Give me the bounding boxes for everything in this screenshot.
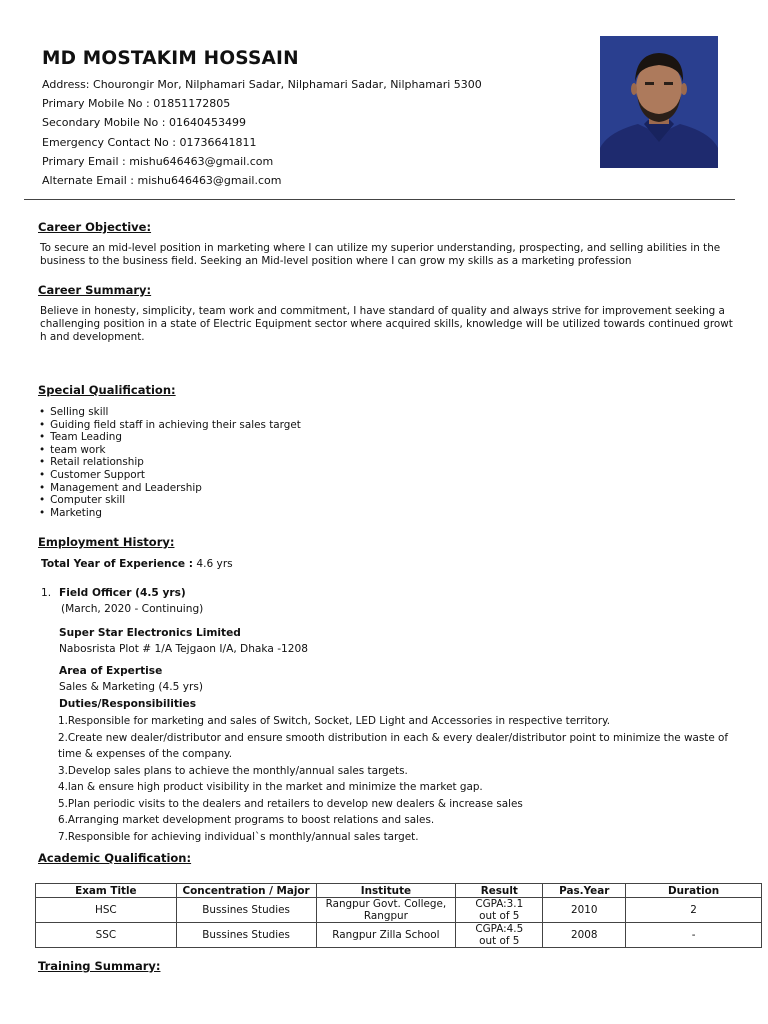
company-name: Super Star Electronics Limited <box>59 627 241 639</box>
header-divider <box>24 199 735 200</box>
column-header: Exam Title <box>36 884 177 898</box>
table-cell: Bussines Studies <box>176 898 316 923</box>
column-header: Pas.Year <box>543 884 626 898</box>
table-cell: 2010 <box>543 898 626 923</box>
career-objective-text: To secure an mid-level position in marketing where I can utilize my superior understanding, prospecting, and selling abilities in the business to the business field. Seeking an Mid-level position where I can grow my skills as a marketing profession <box>40 242 721 267</box>
job-period: (March, 2020 - Continuing) <box>61 603 204 615</box>
table-cell: HSC <box>36 898 177 923</box>
academic-qualification-heading: Academic Qualification: <box>38 851 192 865</box>
list-item: • Computer skill <box>39 494 301 507</box>
total-experience-label: Total Year of Experience : <box>41 558 193 570</box>
job-title: Field Officer (4.5 yrs) <box>59 587 186 599</box>
table-row <box>36 898 762 923</box>
table-cell: 2008 <box>543 923 626 948</box>
list-item: • Guiding field staff in achieving their sales target <box>39 419 301 432</box>
table-cell: CGPA:3.1 out of 5 <box>456 898 543 923</box>
company-address: Nabosrista Plot # 1/A Tejgaon I/A, Dhaka -1208 <box>59 643 309 655</box>
table-cell: Rangpur Govt. College, Rangpur <box>316 898 456 923</box>
list-item: • Management and Leadership <box>39 482 301 495</box>
column-header: Concentration / Major <box>176 884 316 898</box>
table-cell: - <box>626 923 762 948</box>
candidate-name: MD MOSTAKIM HOSSAIN <box>42 48 299 69</box>
duty-item: 2.Create new dealer/distributor and ensure smooth distribution in each & every dealer/distributor point to minimize the waste of time & expenses of the company. <box>58 731 729 760</box>
list-item: • Customer Support <box>39 469 301 482</box>
list-item: • Team Leading <box>39 431 301 444</box>
list-item: • team work <box>39 444 301 457</box>
career-summary-text: Believe in honesty, simplicity, team work and commitment, I have standard of quality and always strive for improvement seeking a challenging position in a state of Electric Equipment sector where acquired skills, knowledge will be utilized towards continued growt h and development. <box>40 305 733 343</box>
duty-item: 6.Arranging market development programs to boost relations and sales. <box>58 814 435 826</box>
profile-photo <box>600 36 718 168</box>
duty-item: 7.Responsible for achieving individual`s monthly/annual sales target. <box>58 830 419 843</box>
academic-table <box>35 883 762 948</box>
alternate-email-line: Alternate Email : mishu646463@gmail.com <box>42 174 282 188</box>
qualification-list <box>39 406 301 519</box>
primary-email-line: Primary Email : mishu646463@gmail.com <box>42 154 274 168</box>
column-header: Institute <box>316 884 456 898</box>
job-number: 1. <box>41 587 52 599</box>
table-cell: SSC <box>36 923 177 948</box>
table-row <box>36 923 762 948</box>
total-experience-value: 4.6 yrs <box>196 558 233 570</box>
column-header: Result <box>456 884 543 898</box>
expertise-label: Area of Expertise <box>59 665 163 677</box>
total-experience <box>41 558 233 570</box>
primary-mobile-line: Primary Mobile No : 01851172805 <box>42 97 231 111</box>
career-objective-heading: Career Objective: <box>38 220 152 234</box>
career-summary-heading: Career Summary: <box>38 283 152 297</box>
special-qualification-heading: Special Qualification: <box>38 383 176 397</box>
duties-label: Duties/Responsibilities <box>59 698 197 710</box>
duty-item: 3.Develop sales plans to achieve the monthly/annual sales targets. <box>58 764 408 777</box>
table-header-row <box>36 884 762 898</box>
duty-item: 5.Plan periodic visits to the dealers and retailers to develop new dealers & increase sales <box>58 797 523 810</box>
duties-list <box>58 713 738 845</box>
list-item: • Retail relationship <box>39 456 301 469</box>
column-header: Duration <box>626 884 762 898</box>
secondary-mobile-line: Secondary Mobile No : 01640453499 <box>42 116 246 130</box>
address-line: Address: Chourongir Mor, Nilphamari Sadar, Nilphamari Sadar, Nilphamari 5300 <box>42 78 482 91</box>
training-summary-heading: Training Summary: <box>38 959 161 973</box>
contact-block <box>42 75 482 190</box>
employment-history-heading: Employment History: <box>38 535 175 549</box>
list-item: • Selling skill <box>39 406 301 419</box>
duty-item: 1.Responsible for marketing and sales of Switch, Socket, LED Light and Accessories in respective territory. <box>58 715 611 727</box>
emergency-contact-line: Emergency Contact No : 01736641811 <box>42 135 257 149</box>
table-cell: 2 <box>626 898 762 923</box>
expertise-value: Sales & Marketing (4.5 yrs) <box>59 681 203 693</box>
table-cell: Bussines Studies <box>176 923 316 948</box>
table-cell: CGPA:4.5 out of 5 <box>456 923 543 948</box>
list-item: • Marketing <box>39 507 301 520</box>
duty-item: 4.lan & ensure high product visibility in the market and minimize the market gap. <box>58 781 483 793</box>
table-cell: Rangpur Zilla School <box>316 923 456 948</box>
